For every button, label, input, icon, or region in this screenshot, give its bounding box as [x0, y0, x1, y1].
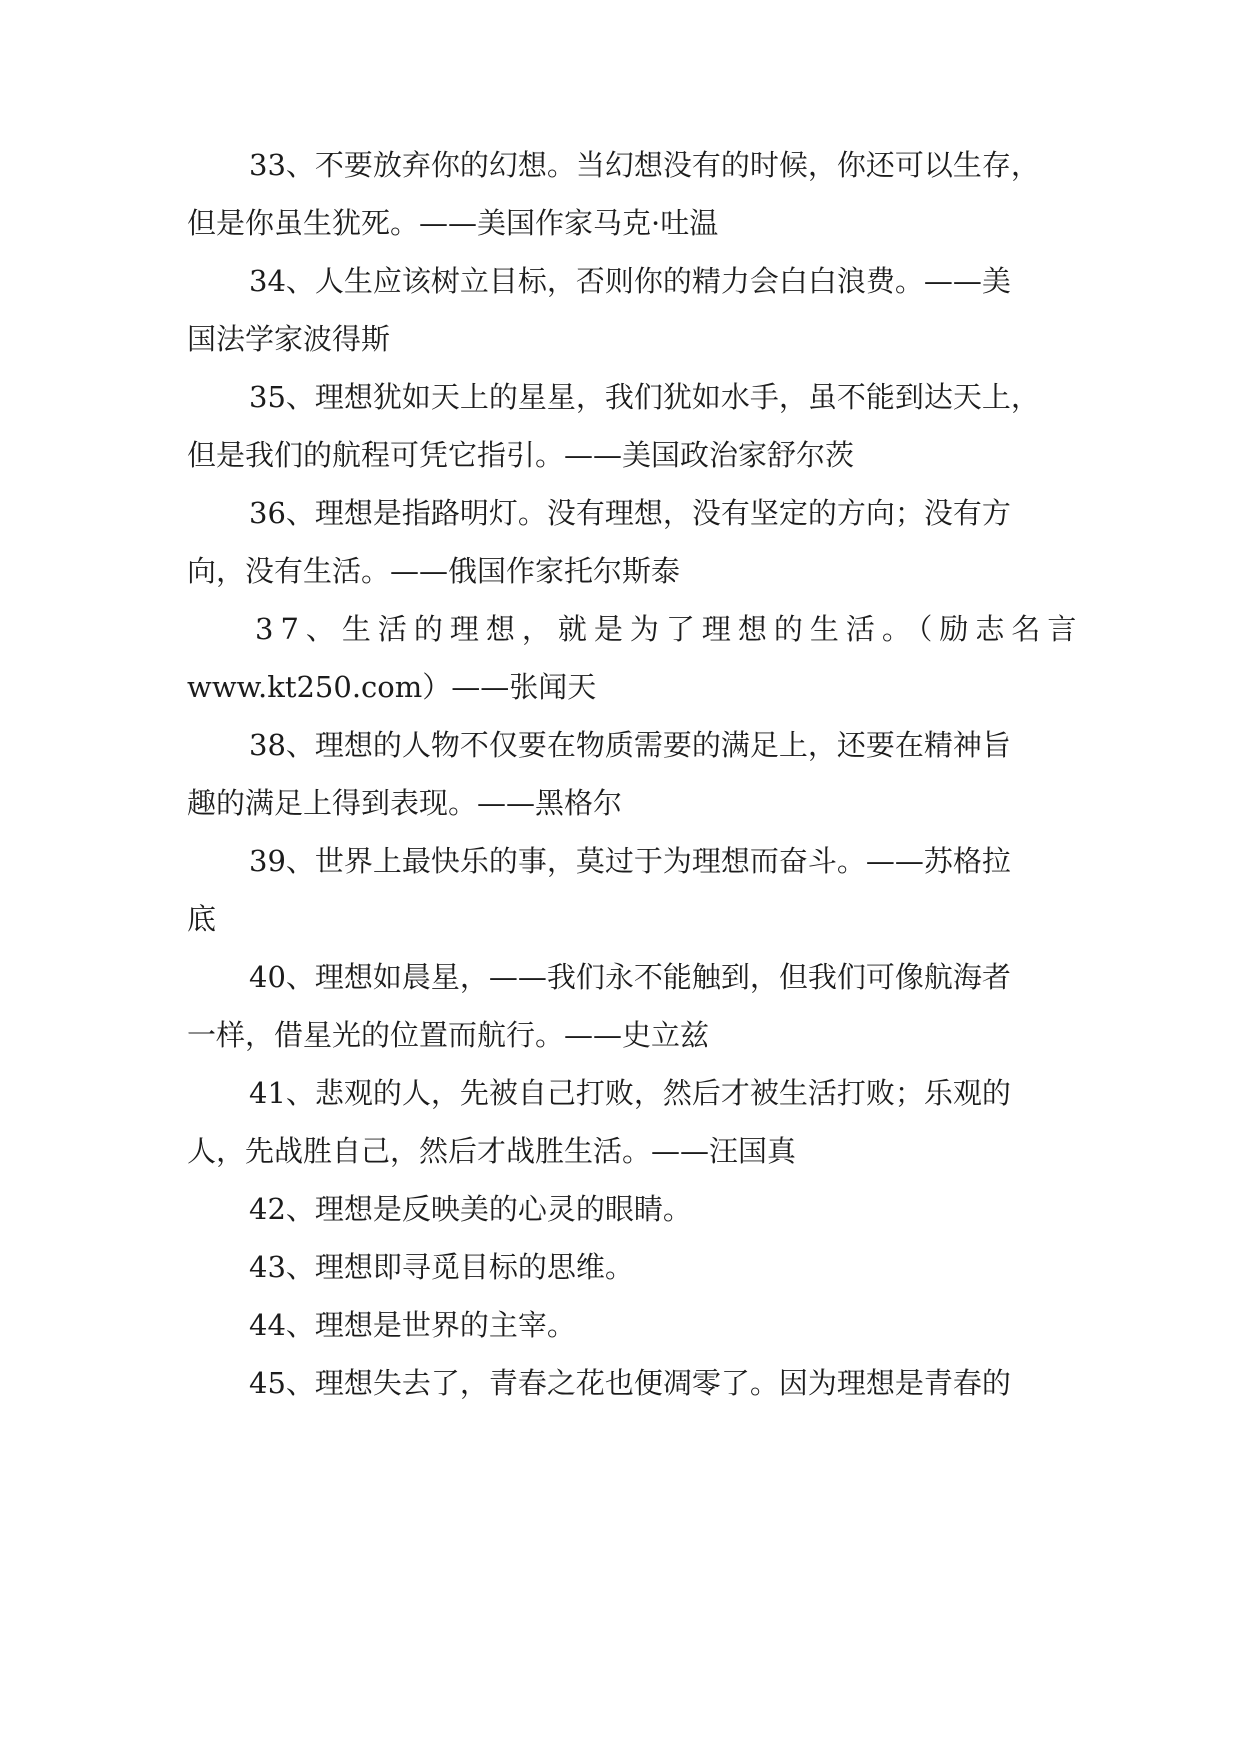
quote-line: 39、世界上最快乐的事，莫过于为理想而奋斗。——苏格拉 [249, 844, 1011, 878]
quote-line: 40、理想如晨星，——我们永不能触到，但我们可像航海者 [249, 960, 1011, 994]
quote-line: 36、理想是指路明灯。没有理想，没有坚定的方向；没有方 [249, 496, 1011, 530]
quote-line: 趣的满足上得到表现。——黑格尔 [187, 786, 623, 820]
quote-line: 35、理想犹如天上的星星，我们犹如水手，虽不能到达天上， [249, 380, 1040, 414]
quote-line: 但是我们的航程可凭它指引。——美国政治家舒尔茨 [187, 438, 855, 472]
quote-line: 33、不要放弃你的幻想。当幻想没有的时候，你还可以生存， [249, 148, 1040, 182]
quote-line: 但是你虽生犹死。——美国作家马克·吐温 [187, 206, 719, 240]
quote-line: 44、理想是世界的主宰。 [249, 1308, 576, 1342]
quote-line: 41、悲观的人，先被自己打败，然后才被生活打败；乐观的 [249, 1076, 1011, 1110]
quote-line: 国法学家波得斯 [187, 322, 391, 356]
quote-line: 38、理想的人物不仅要在物质需要的满足上，还要在精神旨 [249, 728, 1011, 762]
quote-line: 43、理想即寻觅目标的思维。 [249, 1250, 634, 1284]
quote-line: 34、人生应该树立目标，否则你的精力会白白浪费。——美 [249, 264, 1011, 298]
quote-line: www.kt250.com）——张闻天 [187, 670, 597, 704]
quote-line: 底 [187, 902, 217, 936]
quote-line: 37、生活的理想，就是为了理想的生活。（励志名言 [255, 612, 1084, 646]
quote-line: 一样，借星光的位置而航行。——史立兹 [187, 1018, 710, 1052]
quote-line: 向，没有生活。——俄国作家托尔斯泰 [187, 554, 681, 588]
quote-line: 42、理想是反映美的心灵的眼睛。 [249, 1192, 692, 1226]
quote-line: 45、理想失去了，青春之花也便凋零了。因为理想是青春的 [249, 1366, 1011, 1400]
quote-line: 人，先战胜自己，然后才战胜生活。——汪国真 [187, 1134, 797, 1168]
